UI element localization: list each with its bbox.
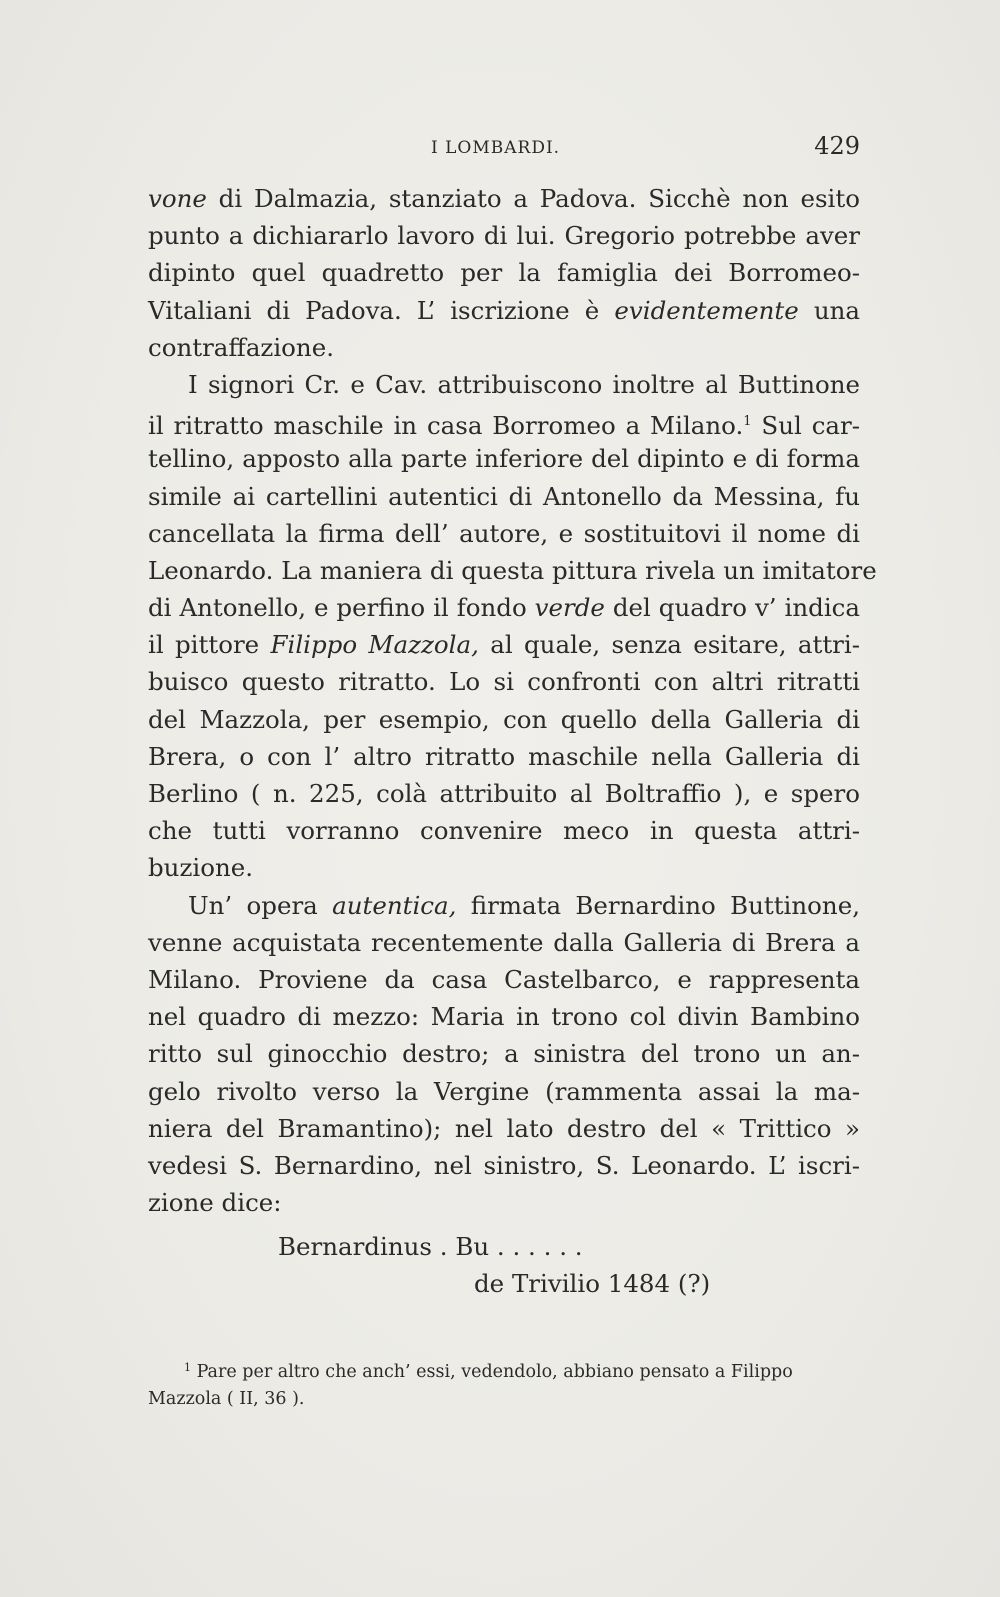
text-line: Berlino ( n. 225, colà attribuito al Boltraffio ), e spero xyxy=(148,779,860,808)
text-line: ritto sul ginocchio destro; a sinistra del trono un an- xyxy=(148,1039,860,1069)
text-line: gelo rivolto verso la Vergine (rammenta assai la ma- xyxy=(148,1076,860,1106)
text-segment: firmata Bernardino Buttinone, xyxy=(456,890,860,920)
italic-word: verde xyxy=(534,593,605,623)
body-text xyxy=(148,180,877,1221)
text-line xyxy=(148,292,860,329)
text-segment: il pittore xyxy=(148,630,271,660)
text-line: simile ai cartellini autentici di Antonello da Messina, fu xyxy=(148,481,860,511)
text-line xyxy=(148,887,860,924)
italic-word: vone xyxy=(148,184,207,213)
page-number: 429 xyxy=(814,132,860,160)
text-segment: una xyxy=(798,295,861,325)
inscription-line-2: de Trivilio 1484 (?) xyxy=(474,1269,711,1298)
text-line: zione dice: xyxy=(148,1188,282,1218)
footnote-line: Mazzola ( II, 36 ). xyxy=(148,1389,305,1409)
text-line: niera del Bramantino); nel lato destro del « Trittico » xyxy=(148,1113,860,1143)
text-line: venne acquistata recentemente dalla Galleria di Brera a xyxy=(148,927,860,957)
text-line: nel quadro di mezzo: Maria in trono col divin Bambino xyxy=(148,1002,860,1032)
text-line: che tutti vorranno convenire meco in questa attri- xyxy=(148,816,860,846)
text-line: I signori Cr. e Cav. attribuiscono inoltre al Buttinone xyxy=(188,369,860,399)
text-line: tellino, apposto alla parte inferiore del dipinto e di forma xyxy=(148,444,860,474)
text-line: dipinto quel quadretto per la famiglia dei Borromeo- xyxy=(148,258,860,288)
text-line xyxy=(148,403,860,440)
italic-word: autentica, xyxy=(332,890,457,920)
text-line xyxy=(148,180,860,217)
text-line xyxy=(148,626,860,663)
italic-name: Filippo Mazzola, xyxy=(270,630,479,660)
text-line: contraffazione. xyxy=(148,332,334,362)
page-header xyxy=(148,132,860,168)
text-line: vedesi S. Bernardino, nel sinistro, S. Leonardo. L’ iscri- xyxy=(148,1150,860,1180)
text-segment: al quale, senza esitare, attri- xyxy=(478,630,860,660)
italic-word: evidentemente xyxy=(614,295,799,325)
running-title: I LOMBARDI. xyxy=(431,138,561,158)
text-line: punto a dichiararlo lavoro di lui. Gregorio potrebbe aver xyxy=(148,221,860,251)
text-segment: del quadro v’ indica xyxy=(604,593,860,623)
text-segment: di Antonello, e perfino il fondo xyxy=(148,593,535,623)
footnote-text: Pare per altro che anch’ essi, vedendolo, abbiano pensato a Filippo xyxy=(191,1362,793,1382)
text-segment: Un’ opera xyxy=(188,890,333,920)
text-segment: Vitaliani di Padova. L’ iscrizione è xyxy=(148,295,615,325)
inscription-block xyxy=(148,1228,860,1302)
footnote xyxy=(148,1354,860,1413)
footnote-marker: 1 xyxy=(743,414,752,430)
text-line xyxy=(148,589,860,626)
footnote-number: 1 xyxy=(184,1361,191,1374)
text-segment: Sul car- xyxy=(751,411,861,441)
text-line: buzione. xyxy=(148,853,254,883)
text-line: Brera, o con l’ altro ritratto maschile nella Galleria di xyxy=(148,741,860,771)
text-segment: il ritratto maschile in casa Borromeo a Milano. xyxy=(148,411,744,441)
footnote-line xyxy=(148,1354,860,1386)
text-line: buisco questo ritratto. Lo si confronti con altri ritratti xyxy=(148,667,860,697)
text-line: cancellata la firma dell’ autore, e sostituitovi il nome di xyxy=(148,518,860,548)
text-line: Milano. Proviene da casa Castelbarco, e rappresenta xyxy=(148,964,860,994)
text-line: del Mazzola, per esempio, con quello della Galleria di xyxy=(148,704,860,734)
text-line: Leonardo. La maniera di questa pittura rivela un imitatore xyxy=(148,555,877,585)
text-segment: di Dalmazia, stanziato a Padova. Sicchè non esito xyxy=(206,184,860,213)
inscription-line-1: Bernardinus . Bu . . . . . . xyxy=(278,1232,583,1261)
